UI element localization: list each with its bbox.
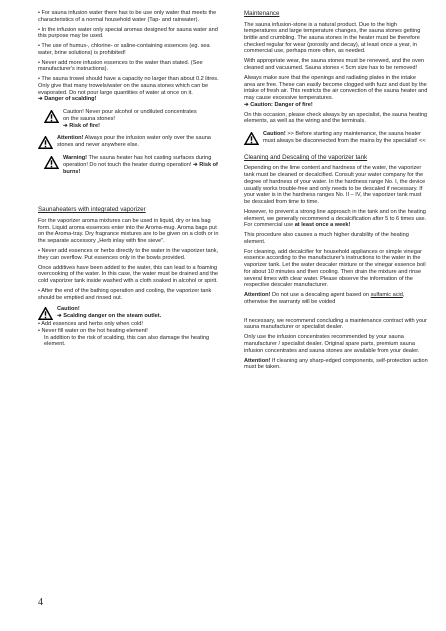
warning-hot-surfaces (38, 155, 224, 175)
caution-label: Caution! (57, 306, 80, 313)
attention-label: Attention! (244, 357, 271, 364)
para-maintenance-contract: If necessary, we recommend concluding a maintenance contract with your sauna manufacturer or specialist dealer. (244, 317, 428, 331)
para-renew-stones: With appropriate wear, the sauna stones must be renewed, and the oven cleaned and vacuumed. Sauna stones < 5cm size has to be removed! (244, 58, 425, 71)
section-heading-vaporizer: Saunaheaters with integrated vaporizer (38, 206, 146, 214)
risk-of-burns: ➔ Risk of burns! (63, 162, 218, 175)
warning-pour-stones (38, 135, 224, 149)
warning-alcohol (38, 109, 224, 129)
para-durability: This procedure also causes a much higher durability of the heating element. (244, 232, 409, 245)
page-number: 4 (38, 597, 43, 608)
para-specialist-check: On this occasion, please check always by an specialist, the sauna heating elements, as well as the wiring and the terminals. (244, 111, 428, 125)
para-recommended-concentrates: Only use the infusion concentrates recommended by your sauna manufacturer / specialist dealer. Original spare parts, premium sauna infusion concentrates and sauna stones are available from your dealer. (244, 334, 420, 354)
para-special-aromas: • In the infusion water only special aromas designed for sauna water and this purpose may be used. (38, 26, 218, 40)
caution-label: Caution! (263, 130, 286, 137)
para-infusion-water: • For sauna infusion water there has to be use only water that meets the characteristics of a normal household water (Tap- and rainwater). (38, 10, 217, 23)
para-never-add-directly: • Never add essences or herbs directly to the water in the vaporizer tank, they can overflow. Put essences only in the bowls provided. (38, 247, 219, 261)
warning-alcohol-line2: on the sauna stones! (63, 115, 115, 122)
section-heading-cleaning: Cleaning and Descaling of the vaporizer tank (244, 153, 368, 161)
para-cleaning-procedure: For cleaning, add decalcifier for household appliances or simple vinegar essence according to the manufacturer's instructions to the water in the vaporizer tank. Let the water descaler mixture or the vinegar essence boil for about 10 minutes and then cooling. Then drain the mixture and rinse several times with clear water. Please observe the information of the respective descaler manufacturer. (244, 248, 426, 289)
para-empty-tank: • After the end of the bathing operation and cooling, the vaporizer tank should be emptied and rinsed out. (38, 287, 212, 301)
para-damage-element: In addition to the risk of scalding, this can also damage the heating element. (44, 334, 210, 348)
warning-disconnect-mains (244, 131, 428, 145)
para-infusion-stone: The sauna infusion-stone is a natural product. Due to the high temperatures and large temperature changes, the sauna stones getting brittle and crumbling. The sauna stones in the heater must be therefore checked regular for wear (porosity and decay), at least once a year, in commercial use, perhaps more often, as needed. (244, 21, 421, 55)
sulfamic-acid-text: sulfamic acid (370, 292, 403, 299)
para-trowel: • The sauna trowel should have a capacity no larger than about 0.2 litres. Only give that many trowels/water on the sauna stones which can be evaporated. Do not pour large quantities of water at once on it. ➔ Danger of scalding! (38, 76, 219, 103)
warning-triangle-icon (44, 110, 59, 123)
danger-scalding: ➔ Danger of scalding! (38, 96, 97, 103)
warning-triangle-icon (38, 307, 53, 320)
para-sulfamic-warning: Attention! Do not use a descaling agent based on sulfamic acid, otherwise the warranty will be voided (244, 292, 405, 305)
warning-triangle-icon (38, 136, 53, 149)
once-a-week: at least once a week! (294, 222, 351, 229)
danger-of-fire: ➔ Caution: Danger of fire! (244, 101, 313, 108)
warning-alcohol-line1: Caution! Never pour alcohol or undiluted concentrates (63, 109, 197, 116)
risk-of-fire: ➔ Risk of fire! (63, 122, 101, 129)
para-foaming: Once additives have been added to the water, this can lead to a foaming overcooking of the water. In this case, the water must be drained and the cold vaporizer tank inside washed with a cloth soaked in alcohol or spirit. (38, 264, 219, 284)
right-column (244, 10, 428, 374)
left-column (38, 10, 224, 351)
warning-label: Warning! (63, 155, 88, 162)
caution-text: >> Before starting any maintenance, the sauna heater must always be disconnected from the mains by the specialist! << (263, 130, 426, 144)
para-openings: Always make sure that the openings and radiating plates in the intake area are free. These can easily become clogged with fuzz and dust by the intake of fresh air. This restricts the air convection of the sauna heater and may cause excessive temperatures. ➔ Caution: Danger of fire! (244, 74, 428, 108)
para-decalcification: However, to prevent a strong line approach in the tank and on the heating element, we generally recommend a decalcification after 5 to 6 times use. For commercial use at least once a week! (244, 208, 427, 229)
warning-text: The sauna heater has hot casting surfaces during operation! Do not touch the heater during operation! (63, 155, 212, 168)
para-sharp-edges: Attention! If cleaning any sharp-edged components, self-protection action must be taken. (244, 357, 428, 371)
para-prohibited-essences: • The use of humus-, chlorine- or saline-containing essences (eg. sea water, brine solutions) is prohibited! (38, 43, 210, 56)
warning-triangle-icon (244, 132, 259, 145)
warning-steam-outlet (38, 306, 224, 320)
para-never-fill-hot: • Never fill water on the hot heating element! (38, 327, 148, 334)
section-heading-maintenance: Maintenance (244, 10, 280, 17)
attention-label: Attention! (244, 292, 271, 299)
para-lime-content: Depending on the lime content and hardness of the water, the vaporizer tank must be cleaned or decalcified. Consult your water company for the degree of hardness of your water. In the hardness range No. I, the device usually works trouble-free and only needs to be descaled if necessary. If your water is in the hardness ranges No. II – IV, the vaporizer tank must be descaled from time to time. (244, 165, 426, 205)
attention-label: Attention! (57, 135, 84, 142)
scalding-danger: ➔ Scalding danger on the steam outlet. (57, 312, 162, 319)
attention-text: Always pour the infusion water only over the sauna stones and never anywhere else. (57, 135, 211, 148)
warning-triangle-icon (44, 156, 59, 169)
para-add-when-cold: • Add essences and herbs only when cold! (38, 321, 143, 328)
para-aroma-mixtures: For the vaporizer aroma mixtures can be used in liquid, dry or tea bag form. Liquid aroma essences enter into the Aroma-mug. Aroma bags put on the Aroma-tray. Dry fragrance mixtures are to be given on a cloth or in the separate accessory „Herb inlay with fine sieve". (38, 217, 219, 245)
para-infusion-amount: • Never add more infusion essences to the water than stated. (See manufacturer's instructions). (38, 59, 203, 73)
